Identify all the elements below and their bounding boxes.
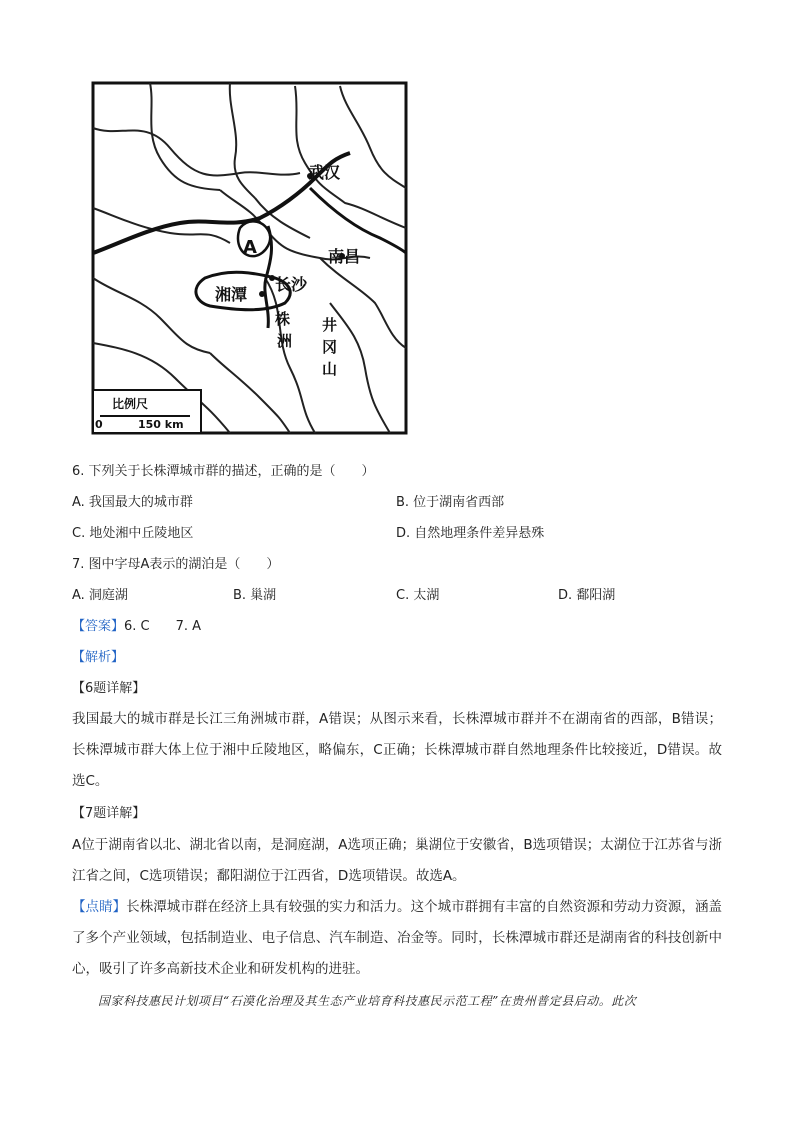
q7-option-c: C. 太湖 <box>396 588 440 603</box>
answer-line <box>72 618 201 636</box>
label-jinggangshan-1: 井 <box>322 316 338 334</box>
detail-6-body: 我国最大的城市群是长江三角洲城市群，A错误；从图示来看，长株潭城市群并不在湖南省的西部，B错误；长株潭城市群大体上位于湘中丘陵地区，略偏东，C正确；长株潭城市群自然地理条件比较接近，D错误。故选C。 <box>72 711 722 789</box>
analysis-tag: 【解析】 <box>72 650 125 665</box>
label-xiangtan: 湘潭 <box>215 285 248 304</box>
question-7-stem: 7. 图中字母A表示的湖泊是（ ） <box>72 557 280 572</box>
next-question-intro: 国家科技惠民计划项目“石漠化治理及其生态产业培育科技惠民示范工程”在贵州普定县启动。此次 <box>98 994 637 1008</box>
detail-7-heading: 【7题详解】 <box>72 806 146 821</box>
scale-value: 150 km <box>138 418 184 431</box>
label-jinggangshan-2: 冈 <box>322 338 338 356</box>
q7-option-b: B. 巢湖 <box>233 588 277 603</box>
label-zhuzhou-1: 株 <box>275 310 291 328</box>
detail-7-body: A位于湖南省以北、湖北省以南，是洞庭湖，A选项正确；巢湖位于安徽省，B选项错误；太湖位于江苏省与浙江省之间，C选项错误；鄱阳湖位于江西省，D选项错误。故选A。 <box>72 837 722 884</box>
detail-6-heading: 【6题详解】 <box>72 681 146 696</box>
q7-option-a: A. 洞庭湖 <box>72 588 128 603</box>
answer-text: 6. C 7. A <box>124 619 202 634</box>
q6-option-b: B. 位于湖南省西部 <box>396 495 505 510</box>
comment-tag: 【点睛】 <box>72 899 127 915</box>
q6-option-c: C. 地处湘中丘陵地区 <box>72 526 194 541</box>
comment-paragraph <box>72 892 722 985</box>
label-changsha: 长沙 <box>275 275 308 294</box>
map-svg <box>90 78 410 436</box>
xiangtan-dot <box>259 291 265 297</box>
q6-option-d: D. 自然地理条件差异悬殊 <box>396 526 545 541</box>
map-figure <box>90 78 410 436</box>
scale-title: 比例尺 <box>112 397 149 411</box>
label-nanchang: 南昌 <box>328 247 361 266</box>
q7-option-d: D. 鄱阳湖 <box>558 588 616 603</box>
question-6-stem: 6. 下列关于长株潭城市群的描述，正确的是（ ） <box>72 464 375 479</box>
scale-zero: 0 <box>95 418 103 431</box>
q6-option-a: A. 我国最大的城市群 <box>72 495 193 510</box>
label-zhuzhou-2: 洲 <box>277 332 293 350</box>
label-wuhan: 武汉 <box>308 163 341 182</box>
label-jinggangshan-3: 山 <box>322 360 338 378</box>
label-lake-a: A <box>243 237 257 258</box>
comment-body: 长株潭城市群在经济上具有较强的实力和活力。这个城市群拥有丰富的自然资源和劳动力资源，涵盖了多个产业领域，包括制造业、电子信息、汽车制造、冶金等。同时，长株潭城市群还是湖南省的科技创新中心，吸引了许多高新技术企业和研发机构的进驻。 <box>72 899 723 977</box>
answer-tag: 【答案】 <box>72 619 125 634</box>
